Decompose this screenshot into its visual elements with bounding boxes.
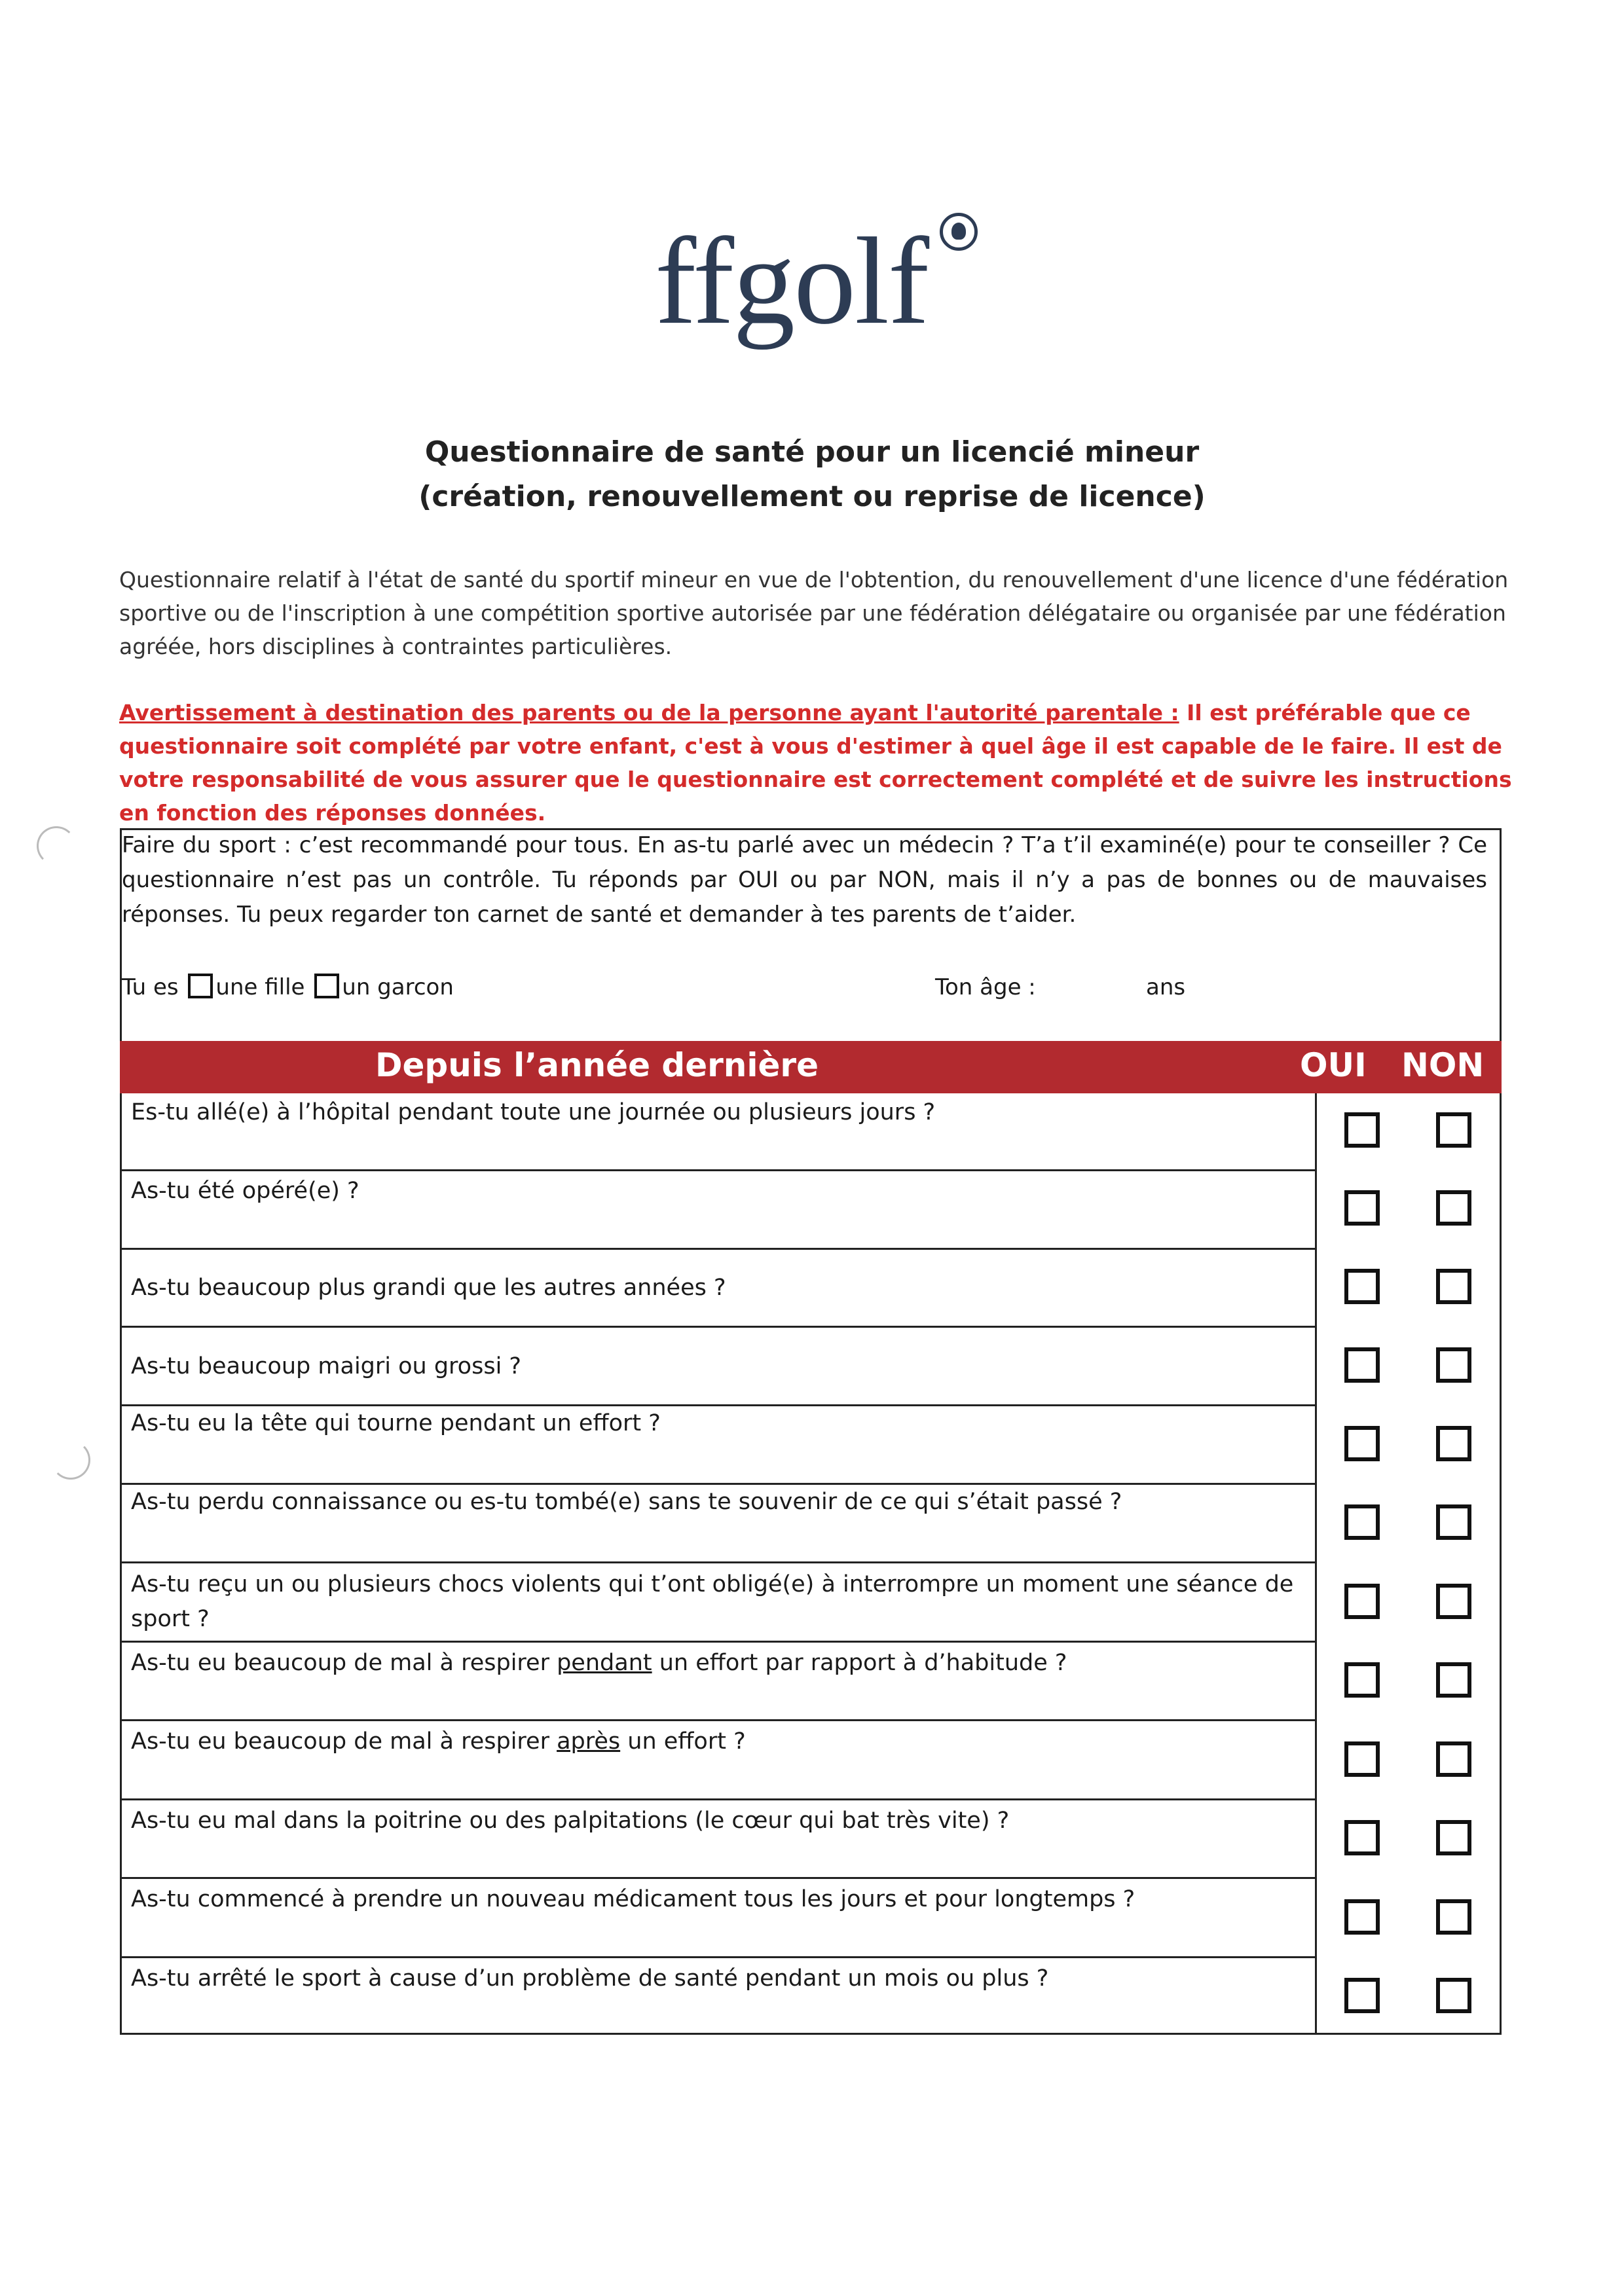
oui-checkbox[interactable]	[1344, 1190, 1380, 1226]
intro-paragraph: Questionnaire relatif à l'état de santé du sportif mineur en vue de l'obtention, du renouvellement d'une licence d'une fédération sportive ou de l'inscription à une compétition sportive autorisée par une fédération délégataire ou organisée par une fédération agréée, hors disciplines à contraintes particulières.	[119, 567, 1509, 659]
question-emphasis: après	[557, 1728, 621, 1755]
row-divider	[120, 1404, 1315, 1406]
fille-checkbox[interactable]	[188, 974, 213, 998]
non-checkbox[interactable]	[1436, 1347, 1471, 1383]
oui-checkbox[interactable]	[1344, 1347, 1380, 1383]
page-title: Questionnaire de santé pour un licencié mineur	[424, 435, 1200, 469]
punch-hole-mark	[51, 1440, 90, 1480]
table-header	[120, 1041, 1502, 1093]
row-divider	[120, 1798, 1315, 1800]
row-divider	[120, 1169, 1315, 1171]
oui-checkbox[interactable]	[1344, 1426, 1380, 1461]
ffgolf-logo: ffgolf	[655, 213, 929, 350]
question-row	[131, 1724, 1303, 1759]
question-text: As-tu eu beaucoup de mal à respirer	[131, 1650, 557, 1676]
question-emphasis: pendant	[557, 1650, 652, 1676]
tu-es-label: Tu es	[122, 974, 179, 1000]
row-divider	[120, 1956, 1315, 1958]
row-divider	[120, 1877, 1315, 1879]
row-divider	[120, 1483, 1315, 1485]
question-text: As-tu eu mal dans la poitrine ou des palpitations (le cœur qui bat très vite) ?	[131, 1808, 1010, 1834]
oui-checkbox[interactable]	[1344, 1584, 1380, 1619]
gender-row	[122, 968, 454, 1007]
question-text: As-tu arrêté le sport à cause d’un problème de santé pendant un mois ou plus ?	[131, 1965, 1049, 1992]
question-text: As-tu commencé à prendre un nouveau médicament tous les jours et pour longtemps ?	[131, 1886, 1135, 1912]
age-label: Ton âge :	[935, 974, 1036, 1000]
question-text: As-tu eu beaucoup de mal à respirer	[131, 1728, 557, 1755]
oui-checkbox[interactable]	[1344, 1741, 1380, 1777]
question-text: un effort par rapport à d’habitude ?	[652, 1650, 1067, 1676]
section-title: Depuis l’année dernière	[375, 1046, 819, 1084]
oui-checkbox[interactable]	[1344, 1899, 1380, 1935]
question-text: As-tu perdu connaissance ou es-tu tombé(e) sans te souvenir de ce qui s’était passé ?	[131, 1489, 1122, 1515]
non-checkbox[interactable]	[1436, 1662, 1471, 1698]
instructions-paragraph: Faire du sport : c’est recommandé pour tous. En as-tu parlé avec un médecin ? T’a t’il examiné(e) pour te conseiller ? Ce questionnaire n’est pas un contrôle. Tu réponds par OUI ou par NON, mais il n’y a pas de bonnes ou de mauvaises réponses. Tu peux regarder ton carnet de santé et demander à tes parents de t’aider.	[122, 832, 1487, 928]
oui-checkbox[interactable]	[1344, 1112, 1380, 1148]
question-text: As-tu beaucoup maigri ou grossi ?	[131, 1353, 521, 1379]
non-checkbox[interactable]	[1436, 1741, 1471, 1777]
punch-hole-mark	[37, 826, 76, 866]
question-text: As-tu reçu un ou plusieurs chocs violents qui t’ont obligé(e) à interrompre un moment une séance de sport ?	[131, 1571, 1294, 1632]
question-row	[131, 1567, 1303, 1637]
question-row	[131, 1095, 1303, 1130]
question-row	[131, 1485, 1303, 1520]
oui-checkbox[interactable]	[1344, 1820, 1380, 1855]
question-text: As-tu beaucoup plus grandi que les autres années ?	[131, 1275, 726, 1301]
garcon-label: un garcon	[342, 974, 454, 1000]
warning-lead: Avertissement à destination des parents ou de la personne ayant l'autorité parentale :	[119, 700, 1179, 725]
question-row	[131, 1804, 1303, 1838]
non-checkbox[interactable]	[1436, 1426, 1471, 1461]
question-text: As-tu eu la tête qui tourne pendant un effort ?	[131, 1410, 661, 1436]
question-row	[131, 1961, 1303, 1996]
rooster-icon	[940, 213, 978, 251]
row-divider	[120, 1248, 1315, 1250]
row-divider	[120, 1641, 1315, 1643]
garcon-checkbox[interactable]	[314, 974, 339, 998]
row-divider	[120, 1326, 1315, 1328]
non-checkbox[interactable]	[1436, 1504, 1471, 1540]
question-text: As-tu été opéré(e) ?	[131, 1178, 360, 1204]
question-row	[131, 1349, 1303, 1384]
row-divider	[120, 1719, 1315, 1721]
non-checkbox[interactable]	[1436, 1112, 1471, 1148]
question-row	[131, 1406, 1303, 1441]
non-checkbox[interactable]	[1436, 1190, 1471, 1226]
col-non: NON	[1401, 1046, 1485, 1084]
fille-label: une fille	[215, 974, 305, 1000]
non-checkbox[interactable]	[1436, 1899, 1471, 1935]
non-checkbox[interactable]	[1436, 1978, 1471, 2013]
question-text: Es-tu allé(e) à l’hôpital pendant toute une journée ou plusieurs jours ?	[131, 1099, 936, 1125]
question-row	[131, 1882, 1303, 1917]
question-row	[131, 1646, 1303, 1681]
question-row	[131, 1174, 1303, 1209]
non-checkbox[interactable]	[1436, 1820, 1471, 1855]
oui-checkbox[interactable]	[1344, 1504, 1380, 1540]
question-row	[131, 1271, 1303, 1305]
age-unit: ans	[1146, 974, 1186, 1000]
question-text: un effort ?	[620, 1728, 746, 1755]
page-subtitle: (création, renouvellement ou reprise de licence)	[418, 480, 1206, 513]
col-oui: OUI	[1300, 1046, 1367, 1084]
column-separator	[1315, 1093, 1317, 2035]
non-checkbox[interactable]	[1436, 1269, 1471, 1304]
warning-body: Il est préférable que ce questionnaire soit complété par votre enfant, c'est à vous d'estimer à quel âge il est capable de le faire. Il est de votre responsabilité de vous assurer que le questionnaire est correctement complété et de suivre les instructions en fonction des réponses données.	[119, 700, 1512, 826]
oui-checkbox[interactable]	[1344, 1978, 1380, 2013]
oui-checkbox[interactable]	[1344, 1662, 1380, 1698]
oui-checkbox[interactable]	[1344, 1269, 1380, 1304]
non-checkbox[interactable]	[1436, 1584, 1471, 1619]
parent-warning	[119, 696, 1543, 829]
row-divider	[120, 1561, 1315, 1563]
